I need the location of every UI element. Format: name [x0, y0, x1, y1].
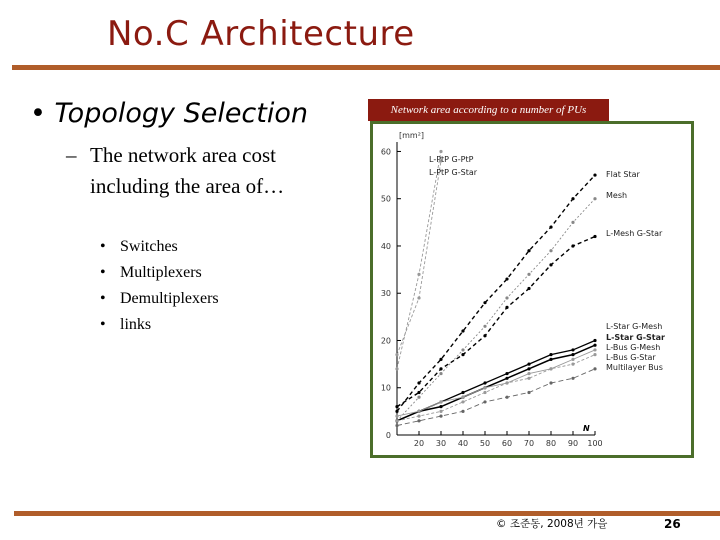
- y-tick-label: 60: [380, 147, 391, 157]
- series-label: Multilayer Bus: [606, 363, 663, 372]
- data-point: [505, 277, 508, 280]
- data-point: [527, 367, 530, 370]
- series-line: [397, 355, 595, 421]
- data-point: [439, 372, 442, 375]
- data-point: [417, 296, 420, 299]
- data-point: [593, 367, 596, 370]
- data-point: [417, 414, 420, 417]
- data-point: [417, 273, 420, 276]
- list-item: • Multiplexers: [100, 260, 219, 286]
- data-point: [571, 197, 574, 200]
- data-point: [483, 325, 486, 328]
- figure: [368, 99, 692, 455]
- data-point: [483, 400, 486, 403]
- data-point: [593, 353, 596, 356]
- data-point: [549, 381, 552, 384]
- slide-title: No.C Architecture: [107, 14, 415, 54]
- data-point: [439, 367, 442, 370]
- x-tick-label: 80: [545, 439, 557, 448]
- data-point: [527, 363, 530, 366]
- data-point: [483, 301, 486, 304]
- data-point: [417, 396, 420, 399]
- x-axis-label: N: [583, 424, 590, 433]
- data-point: [593, 235, 596, 238]
- list-item: • links: [100, 312, 219, 338]
- data-point: [527, 249, 530, 252]
- series-line: [397, 175, 595, 411]
- y-tick-label: 0: [385, 431, 391, 440]
- data-point: [593, 173, 596, 176]
- data-point: [483, 334, 486, 337]
- data-point: [461, 410, 464, 413]
- data-point: [527, 287, 530, 290]
- network-area-chart: [373, 124, 691, 455]
- series-line: [397, 151, 441, 368]
- y-tick-label: 30: [380, 289, 391, 299]
- data-point: [461, 329, 464, 332]
- data-point: [571, 244, 574, 247]
- data-point: [549, 225, 552, 228]
- data-point: [593, 339, 596, 342]
- main-bullet-text: Topology Selection: [54, 98, 308, 129]
- data-point: [593, 348, 596, 351]
- data-point: [549, 249, 552, 252]
- data-point: [395, 410, 398, 413]
- chart-title: Network area according to a number of PUs: [368, 99, 609, 121]
- x-tick-label: 40: [457, 439, 469, 448]
- data-point: [395, 414, 398, 417]
- data-point: [395, 405, 398, 408]
- data-point: [417, 410, 420, 413]
- data-point: [549, 358, 552, 361]
- y-tick-label: 50: [380, 194, 391, 204]
- data-point: [571, 221, 574, 224]
- component-list: [100, 234, 219, 338]
- x-tick-label: 20: [413, 439, 425, 448]
- data-point: [439, 405, 442, 408]
- data-point: [483, 386, 486, 389]
- sub-bullet-text: The network area cost including the area of…: [90, 143, 285, 198]
- data-point: [395, 367, 398, 370]
- data-point: [461, 348, 464, 351]
- series-label: L-Bus G-Mesh: [606, 343, 661, 352]
- series-line: [397, 345, 595, 421]
- data-point: [439, 414, 442, 417]
- series-label: L-Mesh G-Star: [606, 229, 663, 238]
- main-bullet: • Topology Selection: [30, 98, 308, 129]
- data-point: [439, 400, 442, 403]
- data-point: [571, 377, 574, 380]
- data-point: [505, 306, 508, 309]
- list-item: • Switches: [100, 234, 219, 260]
- series-label: Mesh: [606, 191, 628, 200]
- data-point: [505, 396, 508, 399]
- data-point: [505, 377, 508, 380]
- data-point: [395, 353, 398, 356]
- x-tick-label: 70: [523, 439, 535, 448]
- data-point: [395, 424, 398, 427]
- data-point: [505, 296, 508, 299]
- data-point: [571, 363, 574, 366]
- series-line: [397, 237, 595, 407]
- data-point: [461, 396, 464, 399]
- page-number: 26: [664, 517, 681, 531]
- sub-bullet-dash: –: [66, 143, 77, 167]
- x-tick-label: 100: [587, 439, 603, 448]
- list-item: • Demultiplexers: [100, 286, 219, 312]
- data-point: [439, 410, 442, 413]
- series-line: [397, 340, 595, 420]
- series-label: L-Star G-Mesh: [606, 322, 663, 331]
- chart-frame: [370, 121, 694, 458]
- data-point: [527, 372, 530, 375]
- data-point: [439, 358, 442, 361]
- data-point: [461, 400, 464, 403]
- series-line: [397, 369, 595, 426]
- series-label: Flat Star: [606, 170, 640, 179]
- data-point: [505, 381, 508, 384]
- data-point: [461, 391, 464, 394]
- x-tick-label: 60: [501, 439, 513, 448]
- title-divider: [12, 65, 720, 70]
- x-tick-label: 50: [479, 439, 491, 448]
- data-point: [417, 419, 420, 422]
- x-tick-label: 90: [567, 439, 579, 448]
- data-point: [549, 367, 552, 370]
- y-axis-label: [mm²]: [399, 131, 425, 140]
- data-point: [483, 381, 486, 384]
- series-label: L-PtP G-PtP: [429, 155, 474, 164]
- data-point: [527, 273, 530, 276]
- data-point: [571, 353, 574, 356]
- data-point: [593, 344, 596, 347]
- data-point: [395, 419, 398, 422]
- data-point: [439, 150, 442, 153]
- series-label: L-Star G-Star: [606, 333, 665, 342]
- data-point: [571, 348, 574, 351]
- y-tick-label: 10: [380, 383, 391, 393]
- footer-divider: [14, 511, 720, 516]
- data-point: [461, 353, 464, 356]
- x-tick-label: 30: [435, 439, 447, 448]
- data-point: [417, 391, 420, 394]
- y-tick-label: 20: [380, 336, 391, 346]
- data-point: [417, 381, 420, 384]
- data-point: [549, 263, 552, 266]
- data-point: [483, 391, 486, 394]
- data-point: [593, 197, 596, 200]
- data-point: [527, 377, 530, 380]
- y-tick-label: 40: [380, 241, 391, 251]
- series-label: L-PtP G-Star: [429, 168, 478, 177]
- data-point: [571, 358, 574, 361]
- series-label: L-Bus G-Star: [606, 353, 656, 362]
- data-point: [505, 372, 508, 375]
- footer-copyright: © 조준동, 2008년 가을: [496, 518, 608, 530]
- data-point: [527, 391, 530, 394]
- data-point: [549, 353, 552, 356]
